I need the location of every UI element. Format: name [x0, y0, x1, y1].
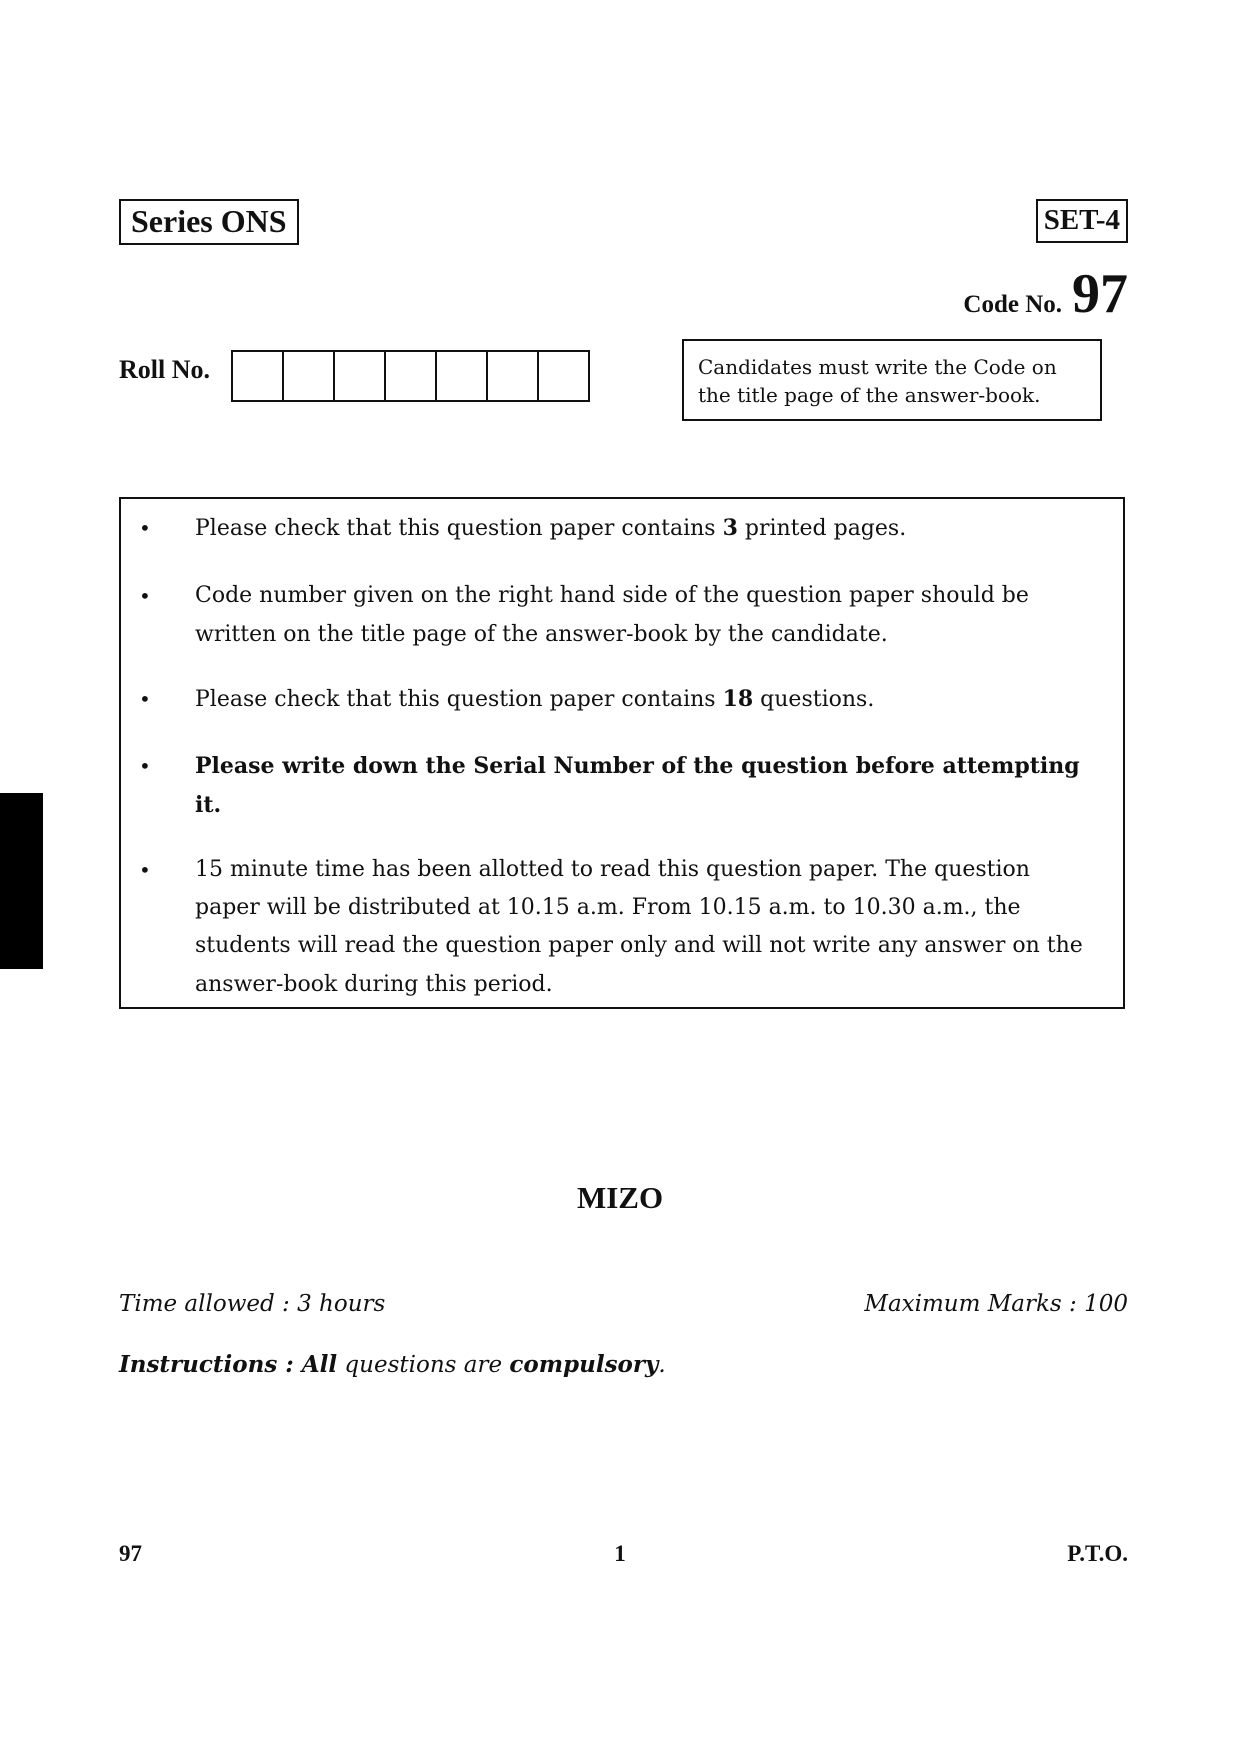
side-marker-tab — [0, 793, 43, 969]
bullet-icon: • — [139, 858, 151, 882]
time-allowed: Time allowed : 3 hours — [119, 1291, 386, 1317]
code-number: 97 — [1072, 263, 1128, 325]
roll-number-label: Roll No. — [119, 355, 210, 384]
roll-number-digit-box[interactable] — [539, 352, 590, 400]
roll-number-digit-box[interactable] — [335, 352, 386, 400]
series-label: Series ONS — [119, 199, 299, 245]
subject-title: MIZO — [576, 1180, 664, 1215]
roll-number-digit-box[interactable] — [437, 352, 488, 400]
instruction-item-3: • Please check that this question paper contains 18 questions. — [139, 680, 1099, 719]
candidate-code-note: Candidates must write the Code on the title page of the answer-book. — [682, 339, 1102, 421]
bullet-icon: • — [139, 754, 151, 778]
please-turn-over: P.T.O. — [1067, 1541, 1128, 1566]
page-number: 1 — [614, 1541, 626, 1566]
roll-number-boxes[interactable] — [231, 350, 590, 402]
code-label: Code No. — [963, 291, 1062, 318]
roll-number-digit-box[interactable] — [488, 352, 539, 400]
bullet-icon: • — [139, 516, 151, 540]
general-instructions: Instructions : All questions are compulsory. — [119, 1351, 666, 1378]
roll-number-digit-box[interactable] — [386, 352, 437, 400]
roll-number-digit-box[interactable] — [284, 352, 335, 400]
maximum-marks: Maximum Marks : 100 — [864, 1291, 1128, 1317]
bullet-icon: • — [139, 584, 151, 608]
instruction-item-4: • Please write down the Serial Number of the question before attempting it. — [139, 747, 1099, 825]
set-label: SET-4 — [1036, 199, 1128, 243]
instruction-item-1: • Please check that this question paper contains 3 printed pages. — [139, 509, 1099, 548]
roll-number-digit-box[interactable] — [233, 352, 284, 400]
code-number-row — [963, 262, 1128, 324]
footer-code: 97 — [119, 1541, 142, 1566]
instruction-item-2: • Code number given on the right hand side of the question paper should be written on the title page of the answer-book by the candidate. — [139, 577, 1099, 654]
instructions-box — [119, 497, 1125, 1009]
instruction-item-5: • 15 minute time has been allotted to read this question paper. The question paper will be distributed at 10.15 a.m. From 10.15 a.m. to 10.30 a.m., the students will read the question paper only and will not write any answer on the answer-book during this period. — [139, 851, 1099, 1004]
bullet-icon: • — [139, 687, 151, 711]
